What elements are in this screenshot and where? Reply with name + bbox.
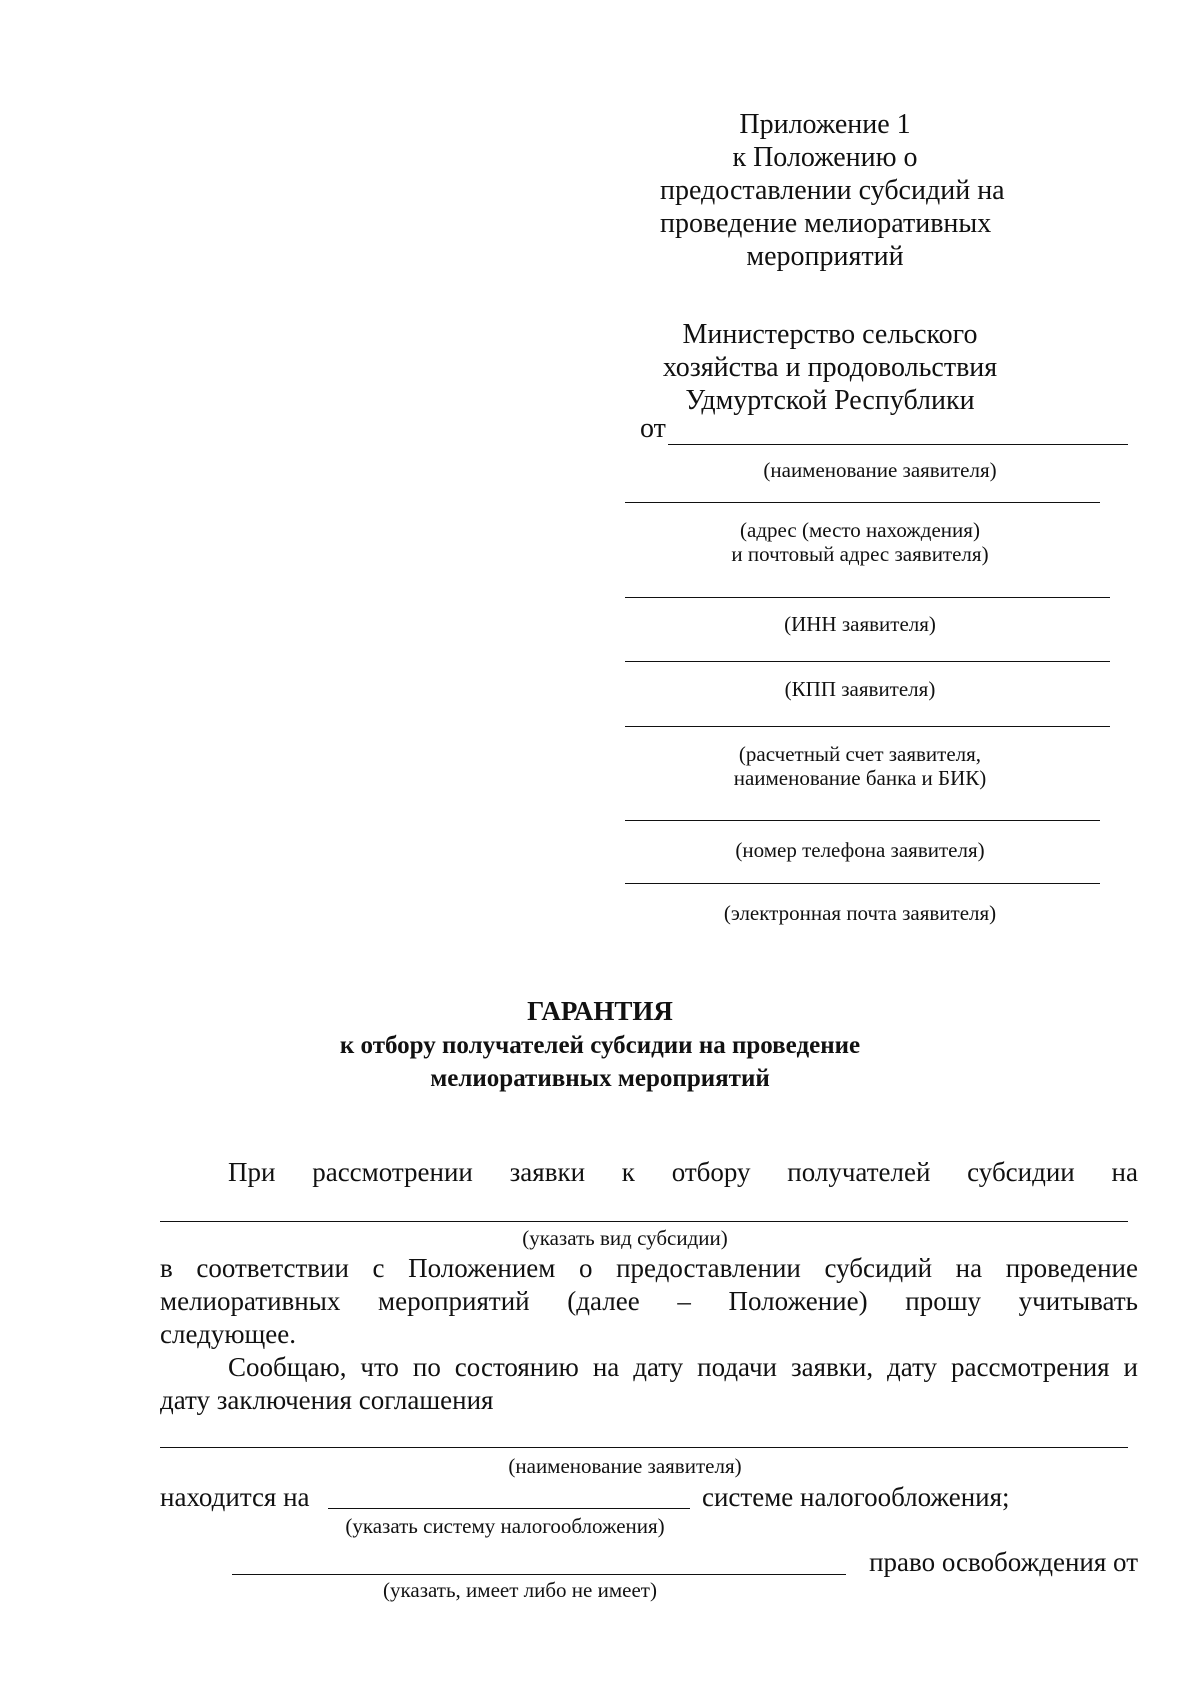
document-subtitle: к отбору получателей субсидии на проведение bbox=[339, 1032, 861, 1059]
paragraph-line bbox=[160, 1285, 1138, 1318]
exemption-hint: (указать, имеет либо не имеет) bbox=[383, 1578, 657, 1602]
word: отбору bbox=[671, 1157, 751, 1187]
tax-system-hint: (указать систему налогообложения) bbox=[345, 1514, 665, 1538]
paragraph-line: дату заключения соглашения bbox=[160, 1385, 494, 1415]
inn-field[interactable] bbox=[625, 597, 1110, 598]
subsidy-type-field[interactable] bbox=[160, 1221, 1128, 1222]
paragraph-first-line bbox=[228, 1156, 1138, 1189]
word: к bbox=[621, 1157, 635, 1187]
kpp-field[interactable] bbox=[625, 661, 1110, 662]
account-hint bbox=[660, 742, 1060, 790]
word: рассмотрении bbox=[312, 1157, 473, 1187]
word: Положение) bbox=[728, 1286, 868, 1316]
address-hint-line: (адрес (место нахождения) bbox=[740, 518, 980, 542]
from-prefix: от bbox=[640, 413, 666, 444]
paragraph-line: в соответствии с Положением о предоставлении субсидий на проведение bbox=[160, 1253, 1138, 1283]
word: учитывать bbox=[1018, 1286, 1138, 1316]
tax-prefix: находится на bbox=[160, 1482, 310, 1512]
document-title: ГАРАНТИЯ bbox=[527, 996, 673, 1026]
word: получателей bbox=[787, 1157, 931, 1187]
word: субсидии bbox=[967, 1157, 1075, 1187]
email-field[interactable] bbox=[625, 883, 1100, 884]
applicant-name-field-2[interactable] bbox=[160, 1447, 1128, 1448]
account-hint-line: наименование банка и БИК) bbox=[733, 766, 987, 790]
tax-suffix: системе налогообложения; bbox=[702, 1482, 1010, 1512]
address-field[interactable] bbox=[625, 502, 1100, 503]
addressee-line: Министерство сельского bbox=[682, 319, 978, 350]
addressee-line: хозяйства и продовольствия bbox=[662, 352, 998, 383]
inn-hint: (ИНН заявителя) bbox=[784, 612, 936, 636]
word: на bbox=[1111, 1157, 1138, 1187]
applicant-name-hint-2: (наименование заявителя) bbox=[508, 1454, 742, 1478]
appendix-line: предоставлении субсидий на bbox=[660, 175, 1005, 206]
exempt-suffix: право освобождения от bbox=[869, 1547, 1138, 1577]
paragraph-line: Сообщаю, что по состоянию на дату подачи заявки, дату рассмотрения и bbox=[228, 1352, 1138, 1382]
word: прошу bbox=[905, 1286, 982, 1316]
word: (далее bbox=[567, 1286, 640, 1316]
tax-system-field[interactable] bbox=[328, 1508, 690, 1509]
document-subtitle: мелиоративных мероприятий bbox=[430, 1065, 770, 1092]
email-hint: (электронная почта заявителя) bbox=[723, 901, 997, 925]
addressee-block bbox=[660, 318, 1000, 417]
appendix-line: к Положению о bbox=[732, 142, 918, 173]
word: При bbox=[228, 1157, 276, 1187]
subsidy-type-hint: (указать вид субсидии) bbox=[522, 1226, 728, 1250]
address-hint-line: и почтовый адрес заявителя) bbox=[731, 542, 989, 566]
word: мелиоративных bbox=[160, 1286, 341, 1316]
kpp-hint: (КПП заявителя) bbox=[784, 677, 936, 701]
applicant-name-hint: (наименование заявителя) bbox=[763, 458, 997, 482]
appendix-line: мероприятий bbox=[746, 241, 904, 272]
address-hint bbox=[660, 518, 1060, 566]
applicant-name-field[interactable] bbox=[668, 444, 1128, 445]
addressee-line: Удмуртской Республики bbox=[685, 385, 975, 416]
appendix-line: проведение мелиоративных bbox=[660, 208, 992, 239]
word: заявки bbox=[509, 1157, 586, 1187]
phone-hint: (номер телефона заявителя) bbox=[735, 838, 985, 862]
paragraph-line: следующее. bbox=[160, 1319, 297, 1349]
word: – bbox=[677, 1286, 691, 1316]
appendix-line: Приложение 1 bbox=[739, 109, 911, 140]
account-hint-line: (расчетный счет заявителя, bbox=[738, 742, 982, 766]
exemption-field[interactable] bbox=[232, 1574, 846, 1575]
phone-field[interactable] bbox=[625, 820, 1100, 821]
account-field[interactable] bbox=[625, 726, 1110, 727]
word: мероприятий bbox=[378, 1286, 530, 1316]
appendix-header bbox=[660, 108, 1005, 273]
